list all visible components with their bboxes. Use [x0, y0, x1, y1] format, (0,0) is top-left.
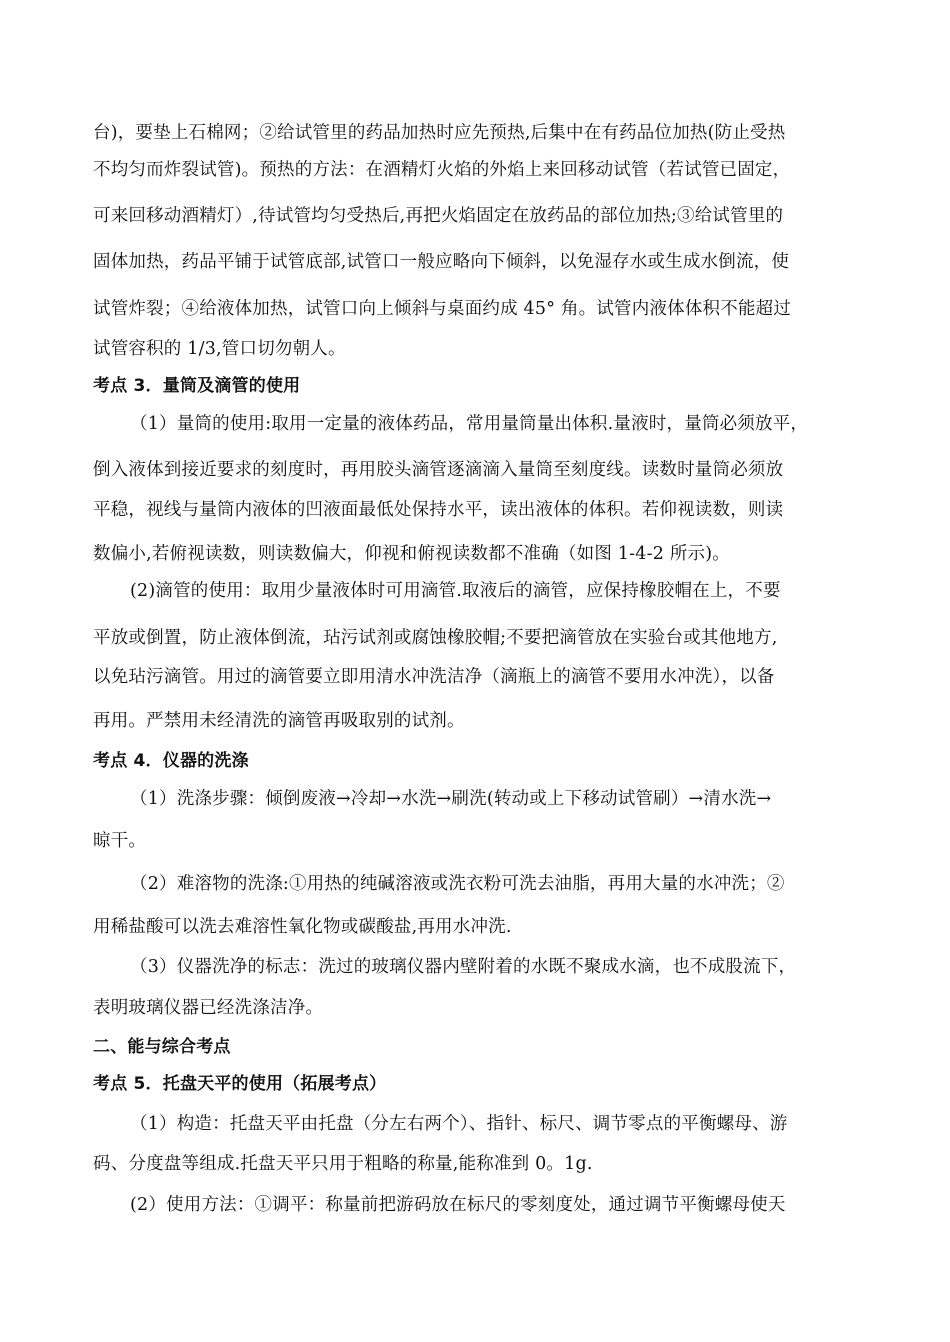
text-line: 固体加热，药品平铺于试管底部,试管口一般应略向下倾斜，以免湿存水或生成水倒流，使: [93, 252, 790, 272]
text-line: 试管容积的 1/3,管口切勿朝人。: [93, 339, 346, 359]
text-line: （1）量筒的使用:取用一定量的液体药品，常用量筒量出体积.量液时，量筒必须放平，: [130, 414, 809, 434]
text-line: 码、分度盘等组成.托盘天平只用于粗略的称量,能称准到 0。1g.: [93, 1154, 593, 1174]
text-line: 倒入液体到接近要求的刻度时，再用胶头滴管逐滴滴入量筒至刻度线。读数时量筒必须放: [93, 460, 784, 480]
text-line: （2）难溶物的洗涤:①用热的纯碱溶液或洗衣粉可洗去油脂，再用大量的水冲洗；②: [130, 874, 785, 894]
text-line: 以免玷污滴管。用过的滴管要立即用清水冲洗洁净（滴瓶上的滴管不要用水冲洗），以备: [93, 667, 775, 687]
text-line: （1）洗涤步骤：倾倒废液→冷却→水洗→刷洗(转动或上下移动试管刷）→清水洗→: [130, 789, 772, 809]
section-heading: 二、能与综合考点: [93, 1037, 231, 1057]
section-heading: 考点 4．仪器的洗涤: [93, 751, 249, 771]
section-heading: 考点 3．量筒及滴管的使用: [93, 376, 301, 396]
text-line: 平放或倒置，防止液体倒流，玷污试剂或腐蚀橡胶帽;不要把滴管放在实验台或其他地方,: [93, 628, 778, 648]
text-line: 晾干。: [93, 831, 147, 851]
text-line: (2)滴管的使用：取用少量液体时可用滴管.取液后的滴管，应保持橡胶帽在上，不要: [130, 581, 781, 601]
section-heading: 考点 5．托盘天平的使用（拓展考点）: [93, 1074, 387, 1094]
text-line: （3）仪器洗净的标志：洗过的玻璃仪器内壁附着的水既不聚成水滴，也不成股流下，: [130, 957, 797, 977]
text-line: 再用。严禁用未经清洗的滴管再吸取别的试剂。: [93, 711, 465, 731]
text-line: （1）构造：托盘天平由托盘（分左右两个）、指针、标尺、调节零点的平衡螺母、游: [130, 1114, 788, 1134]
text-line: 不均匀而炸裂试管)。预热的方法：在酒精灯火焰的外焰上来回移动试管（若试管已固定，: [93, 160, 791, 180]
text-line: 平稳，视线与量筒内液体的凹液面最低处保持水平，读出液体的体积。若仰视读数，则读: [93, 500, 784, 520]
text-line: 数偏小,若俯视读数，则读数偏大，仰视和俯视读数都不准确（如图 1-4-2 所示)。: [93, 544, 730, 564]
text-line: (2）使用方法：①调平：称量前把游码放在标尺的零刻度处，通过调节平衡螺母使天: [130, 1195, 786, 1215]
text-line: 表明玻璃仪器已经洗涤洁净。: [93, 998, 324, 1018]
text-line: 可来回移动酒精灯）,待试管均匀受热后,再把火焰固定在放药品的部位加热;③给试管里的: [93, 206, 784, 226]
text-line: 用稀盐酸可以洗去难溶性氧化物或碳酸盐,再用水冲洗.: [93, 917, 512, 937]
text-line: 台)，要垫上石棉网；②给试管里的药品加热时应先预热,后集中在有药品位加热(防止受热: [93, 123, 786, 143]
text-line: 试管炸裂；④给液体加热，试管口向上倾斜与桌面约成 45° 角。试管内液体体积不能超过: [93, 299, 792, 319]
